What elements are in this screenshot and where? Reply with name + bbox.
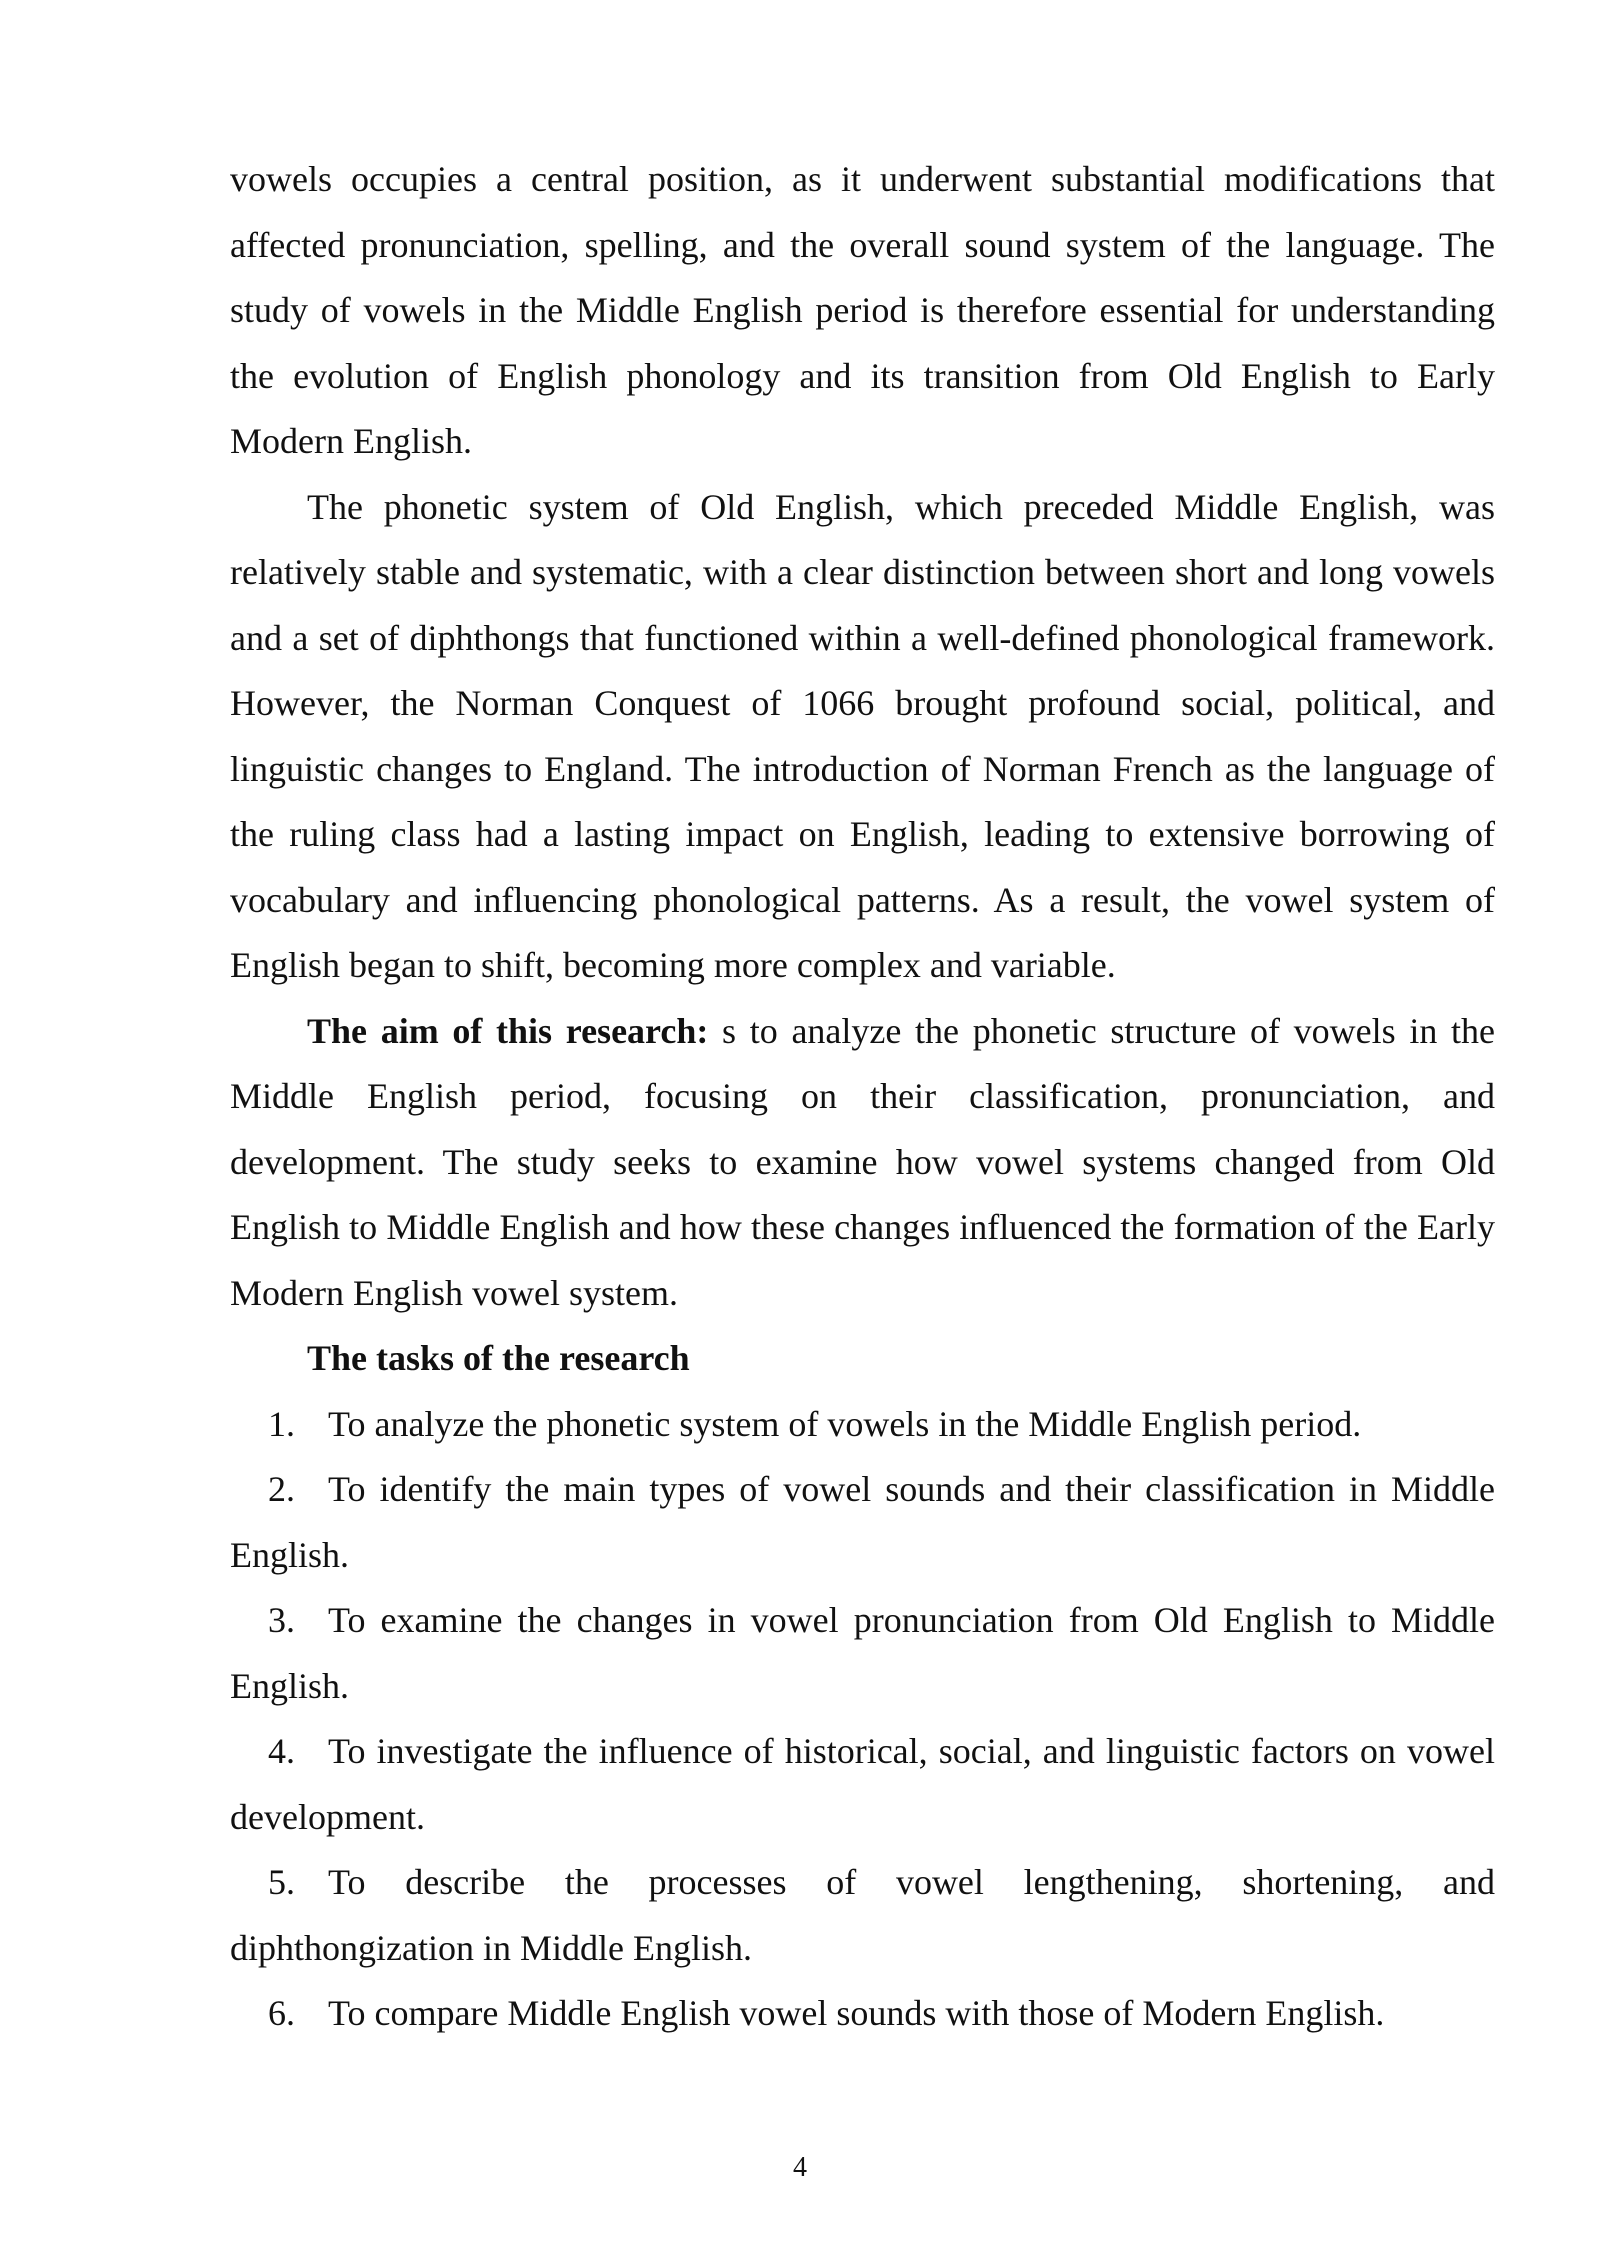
tasks-heading: The tasks of the research xyxy=(307,1338,690,1378)
task-item xyxy=(230,1588,1495,1719)
paragraph-old-english-system: The phonetic system of Old English, which preceded Middle English, was relatively stable and systematic, with a clear distinction between short and long vowels and a set of diphthongs that functioned within a well-defined phonological framework. However, the Norman Conquest of 1066 brought profound social, political, and linguistic changes to England. The introduction of Norman French as the language of the ruling class had a lasting impact on English, leading to extensive borrowing of vocabulary and influencing phonological patterns. As a result, the vowel system of English began to shift, becoming more complex and variable. xyxy=(230,486,1495,985)
tasks-list xyxy=(230,1392,1495,2047)
aim-label: The aim of this research: xyxy=(307,1010,709,1051)
task-text: To investigate the influence of historical, social, and linguistic factors on vowel development. xyxy=(230,1731,1495,1837)
page-number: 4 xyxy=(793,2152,807,2183)
task-text: To describe the processes of vowel lengthening, shortening, and diphthongization in Middle English. xyxy=(230,1862,1495,1968)
task-number: 3. xyxy=(268,1600,295,1640)
task-number: 2. xyxy=(268,1469,295,1509)
task-item xyxy=(230,1719,1495,1850)
task-text: To analyze the phonetic system of vowels in the Middle English period. xyxy=(328,1403,1362,1444)
task-item xyxy=(230,1392,1495,1458)
task-text: To examine the changes in vowel pronunciation from Old English to Middle English. xyxy=(230,1600,1495,1706)
paragraph-research-aim xyxy=(230,999,1495,1327)
task-number: 4. xyxy=(268,1731,295,1771)
task-item xyxy=(230,1850,1495,1981)
page-body xyxy=(230,147,1495,2047)
task-item xyxy=(230,1457,1495,1588)
task-number: 5. xyxy=(268,1862,295,1902)
task-item xyxy=(230,1981,1495,2047)
task-text: To identify the main types of vowel sounds and their classification in Middle English. xyxy=(230,1469,1495,1575)
task-text: To compare Middle English vowel sounds with those of Modern English. xyxy=(328,1993,1385,2033)
task-number: 1. xyxy=(268,1403,295,1444)
paragraph-vowels-central: vowels occupies a central position, as it underwent substantial modifications that affected pronunciation, spelling, and the overall sound system of the language. The study of vowels in the Middle English period is therefore essential for understanding the evolution of English phonology and its transition from Old English to Early Modern English. xyxy=(230,159,1495,461)
aim-text: s to analyze the phonetic structure of vowels in the Middle English period, focusing on their classification, pronunciation, and development. The study seeks to examine how vowel systems changed from Old English to Middle English and how these changes influenced the formation of the Early Modern English vowel system. xyxy=(230,1010,1496,1313)
task-number: 6. xyxy=(268,1993,295,2033)
